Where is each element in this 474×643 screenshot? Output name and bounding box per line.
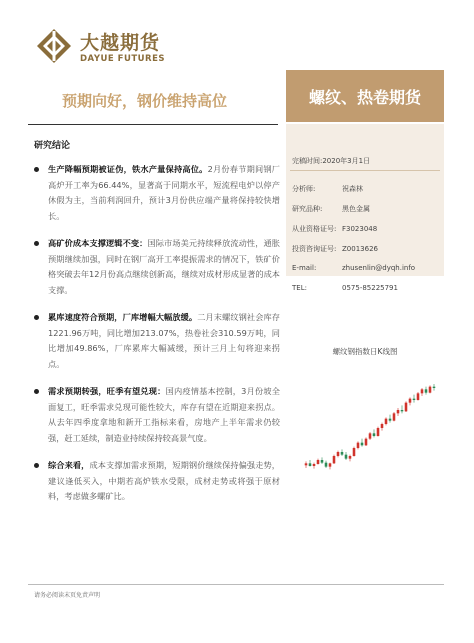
- candle-body: [321, 460, 324, 463]
- sidebar-row-email: E-mail: zhusenlin@dyqh.info: [292, 264, 416, 272]
- candle-body: [401, 410, 404, 411]
- candle-body: [413, 399, 416, 400]
- candle-body: [325, 463, 328, 467]
- completion-date: 完稿时间:2020年3月1日: [292, 157, 371, 165]
- sidebar-row-analyst: 分析师: 祝森林: [292, 185, 363, 193]
- sidebar-divider: [290, 170, 440, 171]
- bullet-text: 国内疫情基本控制，3月份坡全面复工，旺季需求兑现可能性较大，库存有望在近期迎来拐点。从去年四季度拿地和新开工指标来看，房地产上半年需求仍较强，赶工延续，制造业持续保持较高景气度。: [48, 386, 280, 443]
- section-title: 研究结论: [34, 141, 71, 151]
- divider-left: [28, 124, 278, 125]
- candle-body: [433, 387, 436, 388]
- brand-logo-icon: [36, 28, 72, 64]
- report-category-banner: 螺纹、热卷期货: [286, 70, 444, 122]
- sidebar-row-license: 从业资格证号: F3023048: [292, 225, 378, 233]
- footer-disclaimer: 请务必阅读末页免责声明: [34, 592, 101, 599]
- candle-body: [345, 455, 348, 459]
- brand-name-cn: 大越期货: [80, 32, 161, 54]
- candle-body: [357, 443, 360, 448]
- candle-body: [317, 460, 320, 464]
- candle-body: [377, 428, 380, 436]
- candle-body: [313, 464, 316, 466]
- kline-chart: [300, 370, 440, 482]
- candle-body: [373, 433, 376, 436]
- candle-body: [369, 433, 372, 438]
- candle-body: [333, 456, 336, 463]
- bullet-lead: 生产降幅预期被证伪，铁水产量保持高位。: [48, 164, 208, 174]
- candle-body: [309, 463, 312, 466]
- chart-title: 螺纹钢指数日K线图: [332, 347, 398, 356]
- candle-body: [397, 410, 400, 413]
- bullet-text: 成本支撑加需求预期，短期钢价继续保持偏强走势，建议逢低买入，中期若高炉铁水受限，成材走势或将强于原材料，考虑做多螺矿比。: [48, 460, 280, 502]
- bullet-dot: [34, 315, 39, 320]
- candle-body: [365, 439, 368, 446]
- bullet-dot: [34, 463, 39, 468]
- conclusion-bullet: [34, 384, 280, 446]
- brand-name-en: DAYUE FUTURES: [80, 54, 166, 64]
- bullet-lead: 累库速度符合预期，厂库增幅大幅放缓。: [48, 312, 198, 322]
- bullet-text: 国际市场美元持续释放流动性，通胀预期继续加强，同时在钢厂高开工率提振需求的情况下，铁矿价格突破去年12月份高点继续创新高，继续对成材形成显著的成本支撑。: [48, 238, 280, 295]
- candle-body: [349, 456, 352, 459]
- conclusion-bullet: [34, 458, 280, 505]
- bullet-text: 二月末螺纹钢社会库存1221.96万吨，同比增加213.07%，热卷社会310.59万吨，同比增加49.86%，厂库累库大幅减缓，预计三月上旬将迎来拐点。: [48, 312, 280, 369]
- candle-body: [381, 424, 384, 428]
- bullet-dot: [34, 389, 39, 394]
- candle-body: [429, 387, 432, 393]
- bullet-dot: [34, 241, 39, 246]
- bullet-lead: 需求预期转强，旺季有望兑现：: [48, 386, 166, 396]
- conclusion-bullet: [34, 310, 280, 372]
- candle-body: [409, 399, 412, 403]
- bullet-dot: [34, 167, 39, 172]
- candle-body: [361, 443, 364, 446]
- candle-body: [417, 393, 420, 400]
- bullet-lead: 高矿价成本支撑逻辑不变：: [48, 238, 148, 248]
- report-headline: 预期向好，钢价维持高位: [62, 92, 228, 110]
- candle-body: [425, 389, 428, 392]
- candle-body: [385, 419, 388, 424]
- candle-body: [341, 452, 344, 455]
- candle-body: [389, 419, 392, 421]
- candle-body: [393, 413, 396, 420]
- sidebar-row-tel: TEL: 0575-85225791: [292, 284, 398, 292]
- bullet-text: 2月份春节期间钢厂高炉开工率为66.44%，显著高于同期水平，短流程电炉以停产休假为主，当前利润回升，预计3月份供应端产量将保持较快增长。: [48, 164, 280, 221]
- candle-body: [337, 452, 340, 456]
- bullet-lead: 综合来看，: [48, 460, 90, 470]
- conclusion-bullet: [34, 236, 280, 298]
- candle-body: [353, 448, 356, 456]
- sidebar-row-consult-license: 投资咨询证号: Z0013626: [292, 245, 378, 253]
- footer-divider: [28, 584, 444, 585]
- candle-body: [305, 463, 308, 465]
- conclusion-bullet: [34, 162, 280, 224]
- candle-body: [421, 389, 424, 393]
- brand-logo: [36, 24, 176, 74]
- sidebar-row-category: 研究品种: 黑色金属: [292, 205, 370, 213]
- candle-body: [405, 403, 408, 412]
- candle-body: [329, 463, 332, 466]
